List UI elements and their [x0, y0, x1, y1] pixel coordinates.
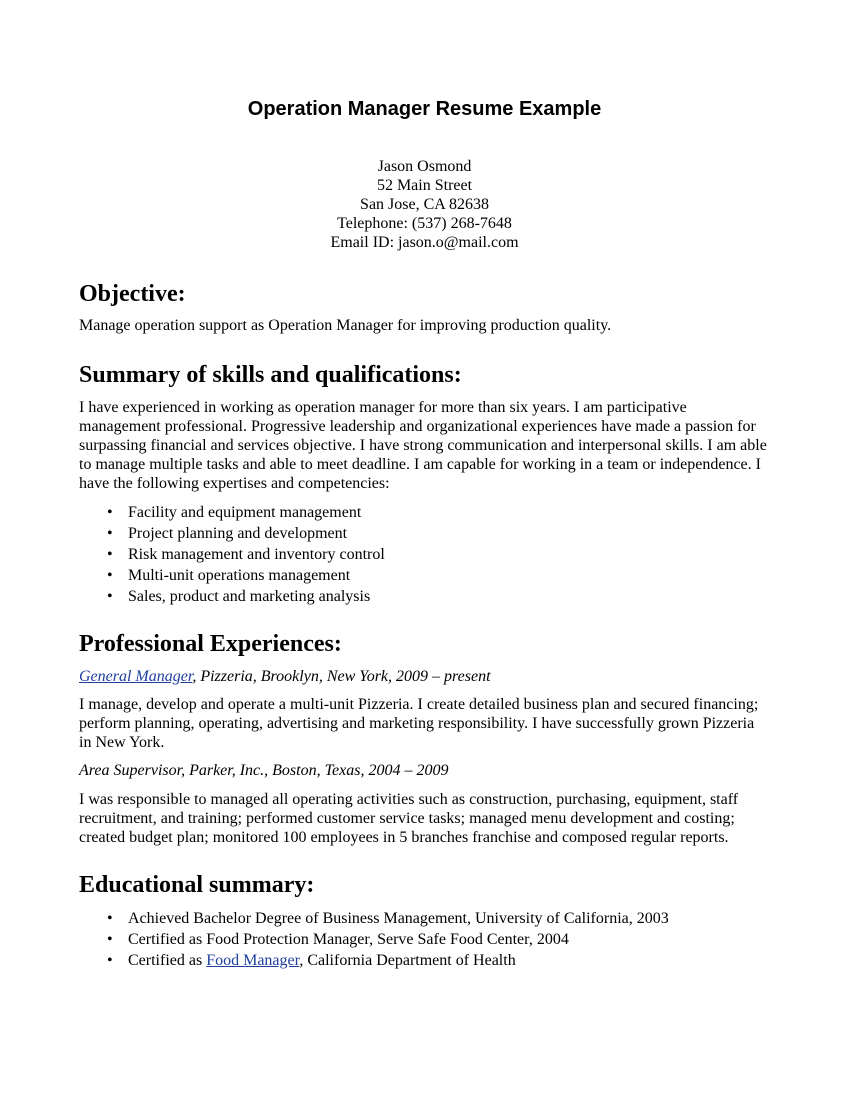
contact-name: Jason Osmond — [377, 158, 472, 175]
list-item-text: Achieved Bachelor Degree of Business Management, University of California, 2003 — [128, 910, 669, 927]
job-description: I manage, develop and operate a multi-unit Pizzeria. I create detailed business plan and secured financing; perform planning, operating, advertising and marketing responsibility. I have successfully grown Pizzeria in New York. — [79, 696, 759, 751]
list-item — [79, 586, 385, 607]
objective-text: Manage operation support as Operation Manager for improving production quality. — [79, 317, 612, 334]
job-title-area-supervisor: Area Supervisor, Parker, Inc., Boston, Texas, 2004 – 2009 — [79, 762, 449, 779]
bullet-icon: • — [107, 952, 113, 969]
list-item-text: Facility and equipment management — [128, 504, 362, 521]
list-item — [79, 908, 669, 929]
food-manager-link[interactable]: Food Manager — [206, 952, 300, 969]
contact-street: 52 Main Street — [376, 177, 473, 194]
list-item-text: Sales, product and marketing analysis — [128, 588, 371, 605]
job-title-general-manager — [79, 667, 779, 686]
summary-text: I have experienced in working as operation manager for more than six years. I am participative management professional. Progressive leadership and organizational experiences have made a passion for surpassing financial and services objective. I have strong communication and interpersonal skills. I am able to manage multiple tasks and able to meet deadline. I am capable for working in a team or independence. I have the following expertises and competencies: — [79, 399, 767, 492]
list-item-text: Certified as Food Protection Manager, Serve Safe Food Center, 2004 — [128, 931, 569, 948]
bullet-icon: • — [107, 588, 113, 605]
experience-heading: Professional Experiences: — [79, 631, 342, 657]
list-item-text: Project planning and development — [128, 525, 348, 542]
list-item-text: Risk management and inventory control — [128, 546, 385, 563]
contact-block — [0, 157, 849, 252]
list-item — [79, 523, 385, 544]
list-item-prefix: Certified as — [128, 952, 207, 969]
list-item — [79, 565, 385, 586]
skills-list — [79, 502, 385, 607]
list-item — [79, 950, 669, 971]
list-item — [79, 929, 669, 950]
contact-email: Email ID: jason.o@mail.com — [330, 234, 519, 251]
contact-telephone: Telephone: (537) 268-7648 — [337, 215, 512, 232]
education-heading: Educational summary: — [79, 872, 315, 898]
list-item-suffix: , California Department of Health — [299, 952, 516, 969]
objective-heading: Objective: — [79, 281, 186, 307]
bullet-icon: • — [107, 567, 113, 584]
list-item-text: Multi-unit operations management — [128, 567, 351, 584]
bullet-icon: • — [107, 504, 113, 521]
job-title-rest: , Pizzeria, Brooklyn, New York, 2009 – present — [192, 668, 491, 685]
contact-city: San Jose, CA 82638 — [360, 196, 489, 213]
bullet-icon: • — [107, 525, 113, 542]
list-item — [79, 502, 385, 523]
general-manager-link[interactable]: General Manager — [79, 668, 193, 685]
bullet-icon: • — [107, 931, 113, 948]
education-list — [79, 908, 669, 971]
list-item — [79, 544, 385, 565]
bullet-icon: • — [107, 910, 113, 927]
bullet-icon: • — [107, 546, 113, 563]
page-title: Operation Manager Resume Example — [247, 98, 602, 120]
summary-heading: Summary of skills and qualifications: — [79, 362, 462, 388]
job-description: I was responsible to managed all operating activities such as construction, purchasing, equipment, staff recruitment, and training; performed customer service tasks; managed menu development and costing; created budget plan; monitored 100 employees in 5 branches franchise and composed regular reports. — [79, 791, 739, 846]
